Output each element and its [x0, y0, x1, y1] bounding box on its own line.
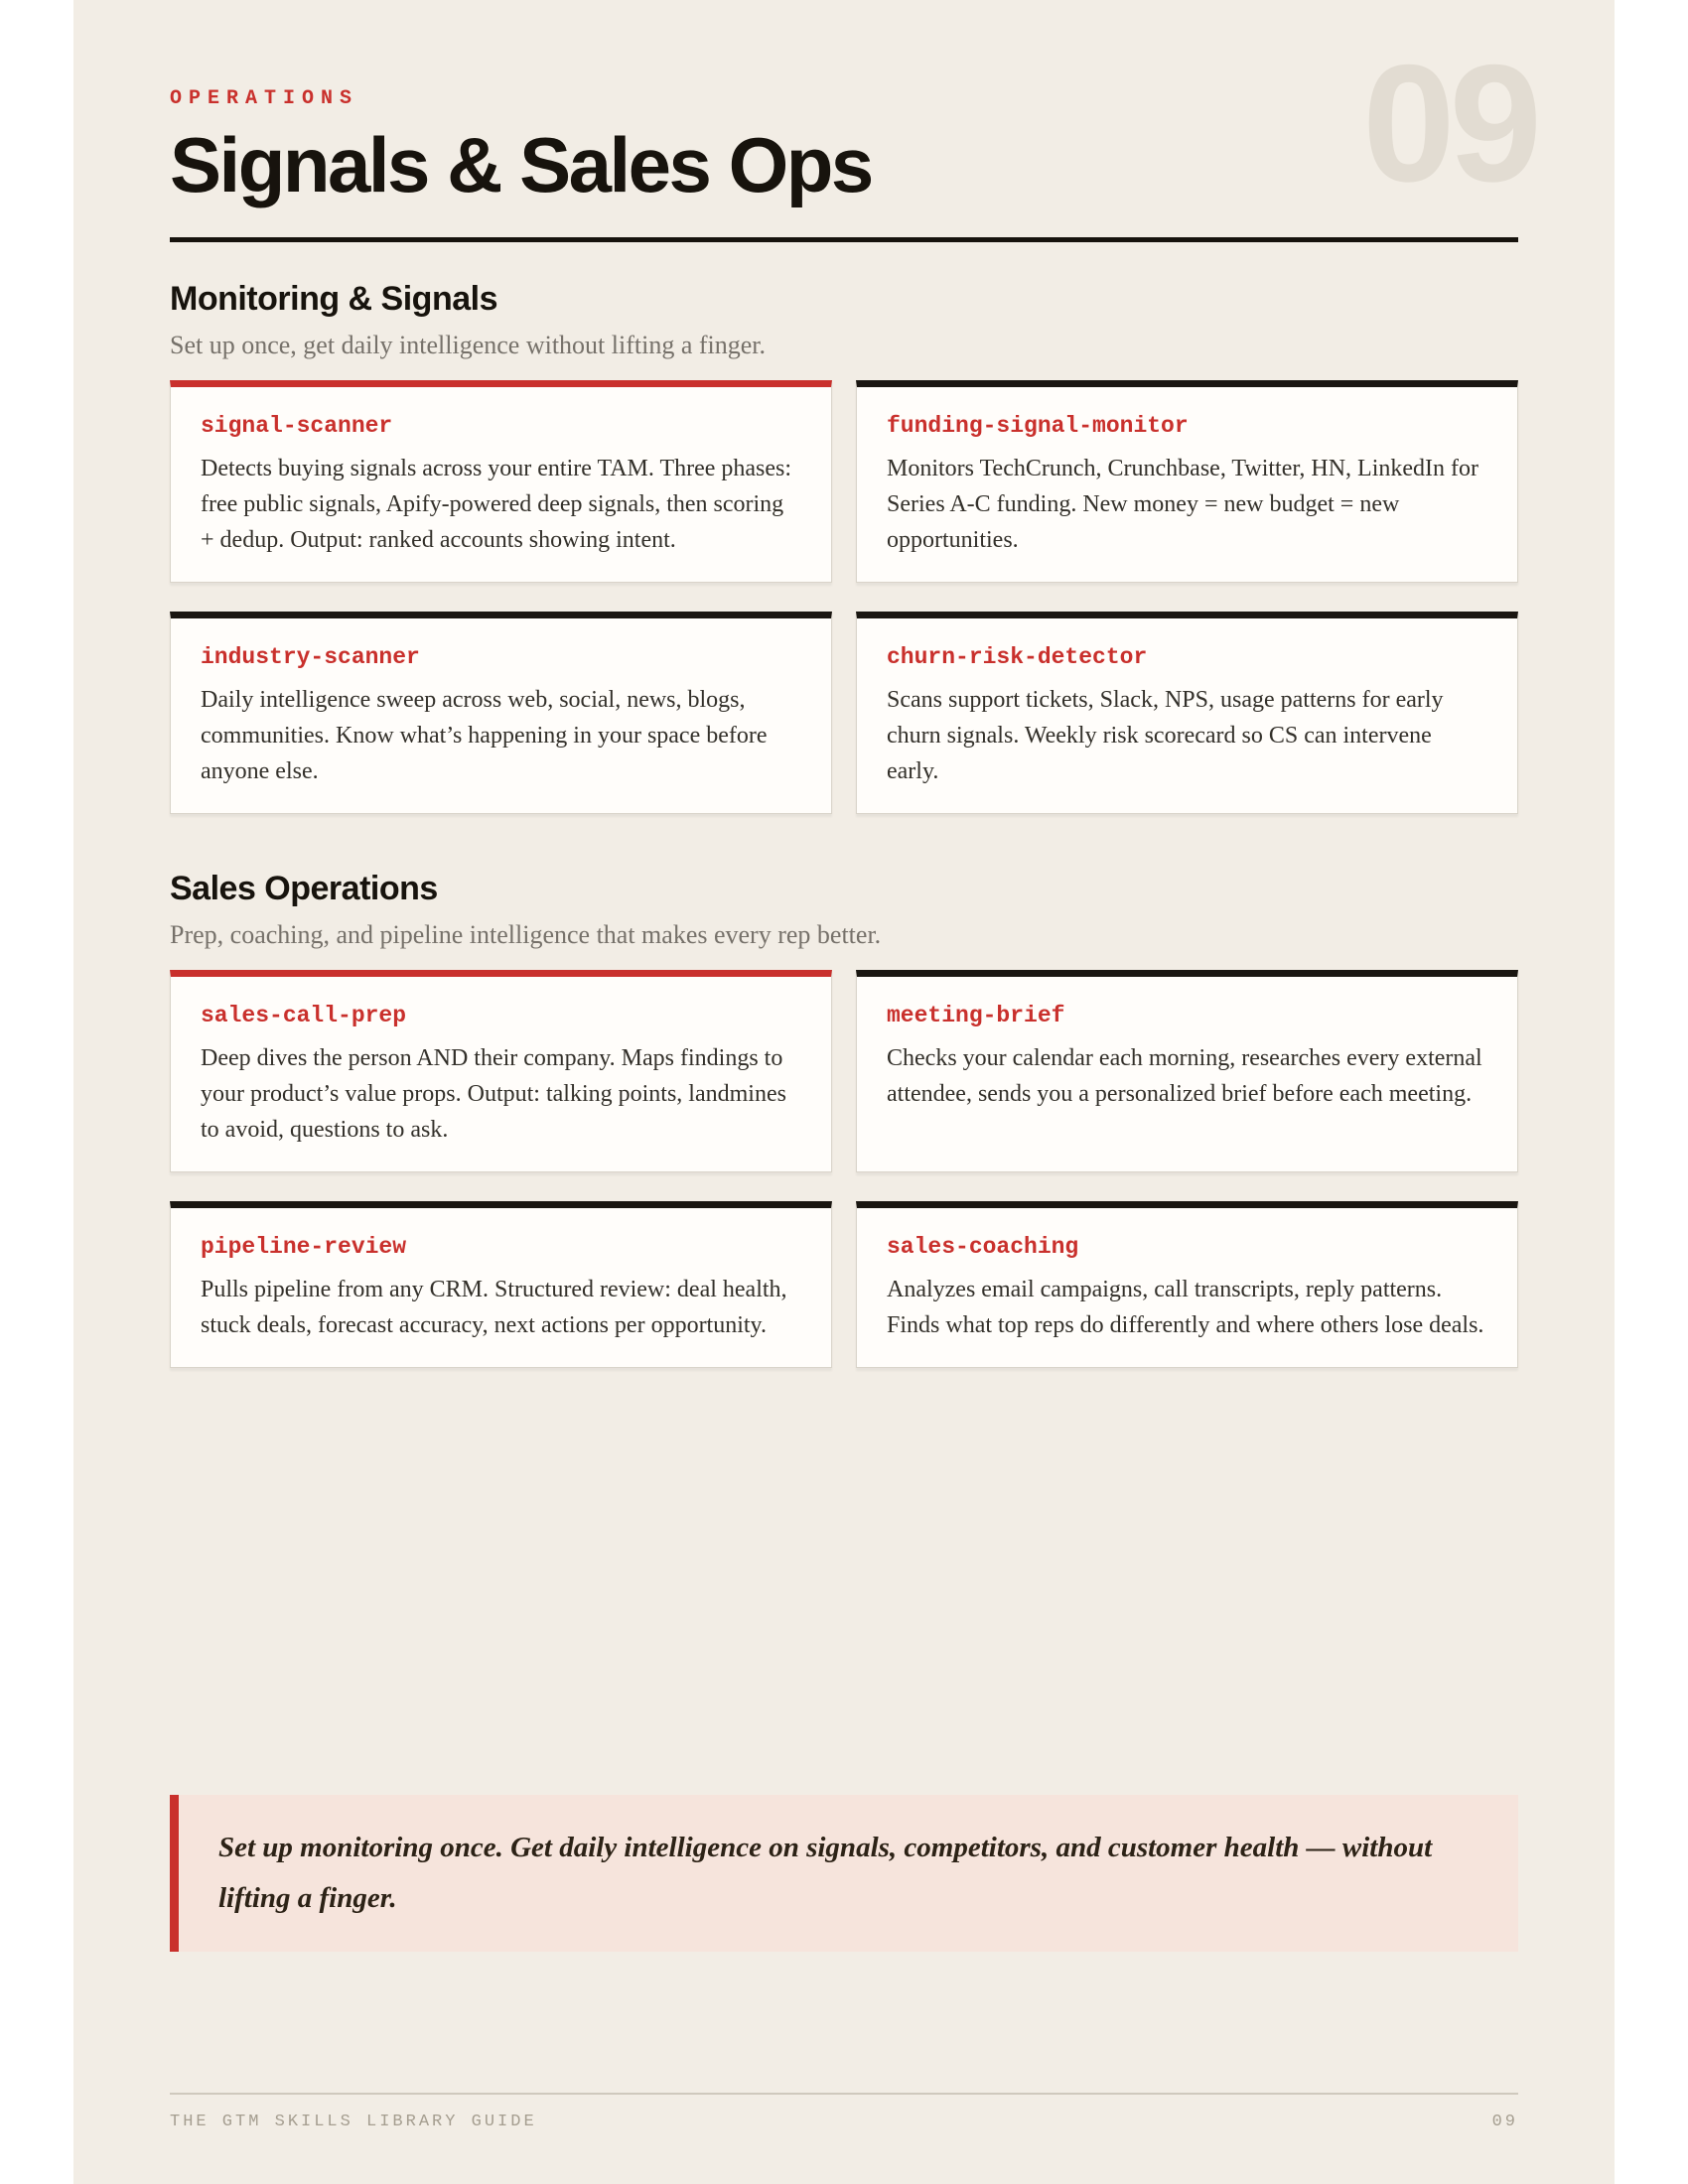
card-funding-signal-monitor	[856, 380, 1518, 583]
card-body: Checks your calendar each morning, researches every external attendee, sends you a personalized brief before each meeting.	[887, 1045, 1482, 1107]
card-grid	[170, 380, 1518, 814]
card-title: industry-scanner	[201, 644, 420, 670]
page-header	[170, 0, 1536, 242]
page-title: Signals & Sales Ops	[170, 121, 872, 208]
card-title: churn-risk-detector	[887, 644, 1148, 670]
footer-row	[170, 2113, 1518, 2131]
card-churn-risk-detector	[856, 612, 1518, 814]
footer-divider	[170, 2093, 1518, 2095]
card-meeting-brief	[856, 970, 1518, 1172]
section-heading: Sales Operations	[170, 870, 438, 907]
section-eyebrow: OPERATIONS	[170, 87, 359, 110]
card-industry-scanner	[170, 612, 832, 814]
card-body: Pulls pipeline from any CRM. Structured review: deal health, stuck deals, forecast accuracy, next actions per opportunity.	[201, 1277, 787, 1338]
callout-text: Set up monitoring once. Get daily intelligence on signals, competitors, and customer health — without lifting a finger.	[218, 1832, 1433, 1914]
header-rule	[170, 237, 1518, 242]
section-monitoring-signals	[170, 280, 1518, 814]
card-title: funding-signal-monitor	[887, 413, 1189, 439]
card-body: Scans support tickets, Slack, NPS, usage patterns for early churn signals. Weekly risk scorecard so CS can intervene early.	[887, 687, 1444, 784]
page-footer	[170, 2093, 1518, 2131]
footer-guide-title: THE GTM SKILLS LIBRARY GUIDE	[170, 2113, 537, 2131]
card-title: sales-call-prep	[201, 1003, 407, 1028]
card-body: Detects buying signals across your entire TAM. Three phases: free public signals, Apify-powered deep signals, then scoring + dedup. Output: ranked accounts showing intent.	[201, 456, 792, 553]
card-body: Daily intelligence sweep across web, social, news, blogs, communities. Know what’s happening in your space before anyone else.	[201, 687, 768, 784]
section-sales-operations	[170, 870, 1518, 1368]
footer-page-number: 09	[1491, 2113, 1518, 2131]
card-sales-call-prep	[170, 970, 832, 1172]
card-title: signal-scanner	[201, 413, 393, 439]
chapter-number: 09	[1362, 30, 1536, 216]
card-title: sales-coaching	[887, 1234, 1079, 1260]
card-pipeline-review	[170, 1201, 832, 1368]
card-signal-scanner	[170, 380, 832, 583]
card-body: Deep dives the person AND their company. Maps findings to your product’s value props. Output: talking points, landmines to avoid, questions to ask.	[201, 1045, 786, 1143]
card-title: meeting-brief	[887, 1003, 1065, 1028]
section-subtitle: Set up once, get daily intelligence without lifting a finger.	[170, 331, 767, 359]
card-title: pipeline-review	[201, 1234, 407, 1260]
section-subtitle: Prep, coaching, and pipeline intelligence that makes every rep better.	[170, 920, 882, 949]
card-sales-coaching	[856, 1201, 1518, 1368]
summary-callout	[170, 1795, 1518, 1952]
section-heading: Monitoring & Signals	[170, 280, 497, 318]
card-grid	[170, 970, 1518, 1368]
card-body: Monitors TechCrunch, Crunchbase, Twitter, HN, LinkedIn for Series A-C funding. New money = new budget = new opportunities.	[887, 456, 1479, 553]
card-body: Analyzes email campaigns, call transcripts, reply patterns. Finds what top reps do differently and where others lose deals.	[887, 1277, 1484, 1338]
document-page	[73, 0, 1615, 2184]
